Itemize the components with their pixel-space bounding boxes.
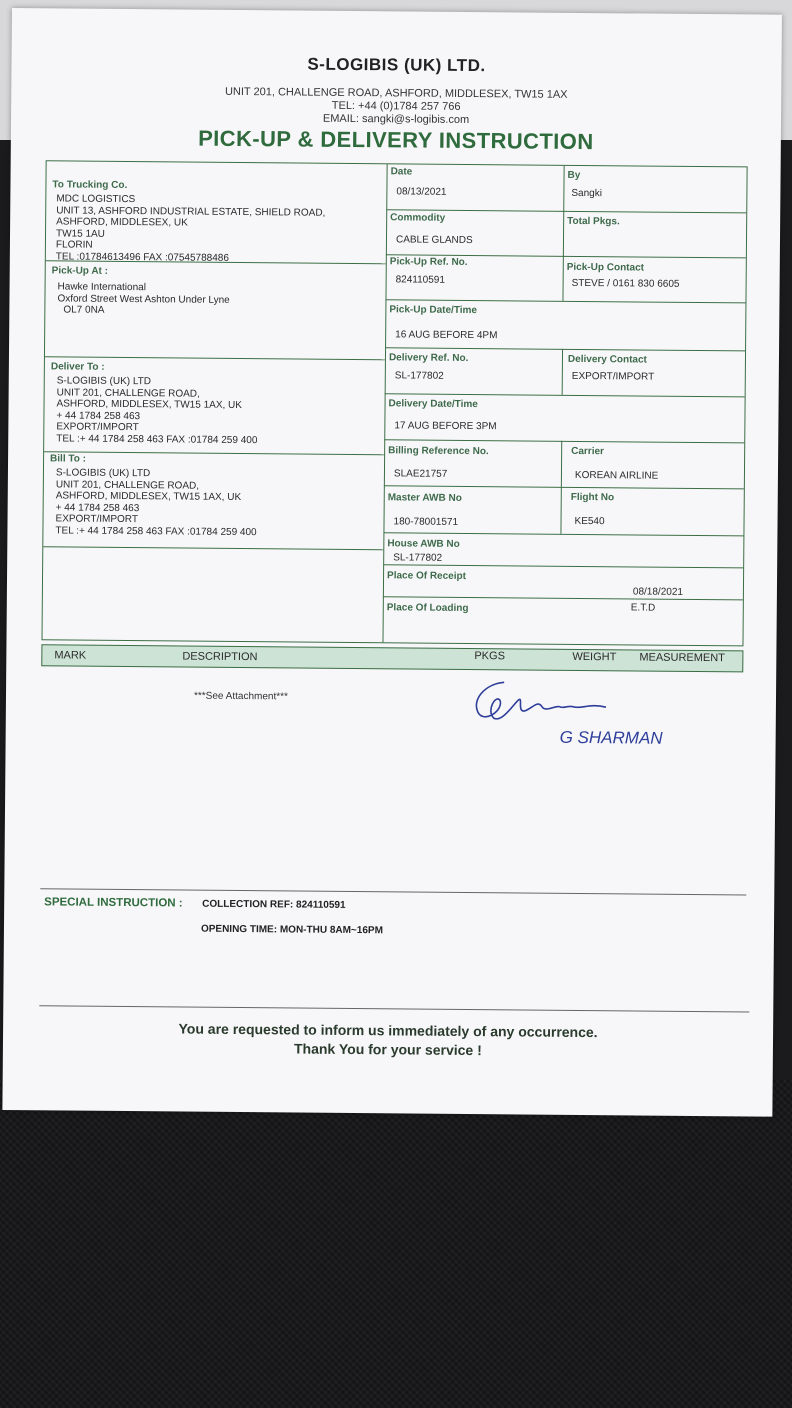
flight-no-value: KE540	[574, 515, 605, 528]
pickup-at-line: OL7 0NA	[63, 304, 105, 317]
deliver-to-line: + 44 1784 258 463	[56, 410, 141, 422]
special-instruction-label: SPECIAL INSTRUCTION :	[44, 896, 183, 910]
right-divider-8	[383, 532, 743, 536]
commodity-value: CABLE GLANDS	[395, 234, 473, 247]
delivery-contact-value: EXPORT/IMPORT	[571, 370, 655, 383]
left-divider-4	[43, 546, 383, 550]
by-value: Sangki	[571, 187, 603, 200]
by-label: By	[567, 169, 581, 181]
delivery-ref-label: Delivery Ref. No.	[388, 352, 469, 364]
pickup-at-line: Oxford Street West Ashton Under Lyne	[57, 293, 230, 306]
to-trucking-line: MDC LOGISTICS	[56, 193, 136, 206]
company-name: S-LOGIBIS (UK) LTD.	[307, 54, 486, 76]
to-trucking-line: UNIT 13, ASHFORD INDUSTRIAL ESTATE, SHIELD ROAD,	[56, 204, 326, 219]
delivery-ref-value: SL-177802	[394, 370, 444, 382]
master-awb-value: 180-78001571	[393, 516, 459, 528]
date-label: Date	[390, 166, 413, 178]
right-divider-4	[385, 347, 745, 351]
column-pkgs: PKGS	[474, 650, 505, 663]
pickup-datetime-value: 16 AUG BEFORE 4PM	[395, 329, 498, 342]
left-divider-2	[45, 356, 385, 360]
place-loading-value: E.T.D	[630, 602, 656, 614]
pickup-at-label: Pick-Up At :	[51, 265, 109, 277]
footer-line1: You are requested to inform us immediately of any occurrence.	[178, 1020, 598, 1041]
pickup-at-block	[57, 281, 230, 317]
bill-to-block	[55, 467, 257, 538]
deliver-to-line: ASHFORD, MIDDLESEX, TW15 1AX, UK	[56, 398, 243, 412]
column-mark: MARK	[54, 649, 87, 662]
deliver-to-line: UNIT 201, CHALLENGE ROAD,	[56, 386, 200, 400]
place-receipt-value: 08/18/2021	[632, 586, 684, 598]
columns-header-band	[41, 644, 743, 672]
deliver-to-line: EXPORT/IMPORT	[56, 421, 139, 434]
right-divider-9	[383, 564, 743, 568]
to-trucking-line: TW15 1AU	[55, 228, 105, 240]
house-awb-value: SL-177802	[393, 552, 443, 564]
right-divider-10	[383, 596, 743, 600]
flight-no-label: Flight No	[570, 491, 615, 504]
bill-to-line: S-LOGIBIS (UK) LTD	[55, 467, 151, 480]
delivery-datetime-value: 17 AUG BEFORE 3PM	[394, 420, 497, 433]
background-fabric	[0, 1080, 792, 1408]
to-trucking-block	[56, 193, 326, 265]
right-divider-5	[385, 393, 745, 397]
to-trucking-line: TEL :01784613496 FAX :07545788486	[55, 251, 229, 264]
to-trucking-line: FLORIN	[55, 239, 93, 252]
master-awb-label: Master AWB No	[387, 492, 462, 504]
deliver-to-line: TEL :+ 44 1784 258 463 FAX :01784 259 400	[56, 433, 258, 447]
right-subdivider-1	[562, 166, 564, 301]
column-measurement: MEASUREMENT	[639, 651, 725, 665]
document-page	[2, 8, 782, 1117]
deliver-to-line: S-LOGIBIS (UK) LTD	[56, 375, 152, 388]
pickup-ref-label: Pick-Up Ref. No.	[389, 256, 468, 268]
right-subdivider-2	[562, 349, 564, 395]
signature-name: G SHARMAN	[559, 727, 663, 748]
shipment-form-grid	[41, 160, 747, 646]
pickup-contact-value: STEVE / 0161 830 6605	[571, 277, 680, 290]
column-weight: WEIGHT	[572, 650, 617, 664]
place-loading-label: Place Of Loading	[386, 602, 469, 615]
special-instruction-line2: OPENING TIME: MON-THU 8AM~16PM	[200, 923, 383, 937]
deliver-to-label: Deliver To :	[50, 361, 105, 373]
to-trucking-label: To Trucking Co.	[52, 179, 128, 192]
billing-ref-value: SLAE21757	[393, 468, 448, 480]
left-divider-3	[44, 451, 384, 455]
special-rule-top	[40, 888, 746, 895]
right-divider-6	[384, 439, 744, 443]
bill-to-line: TEL :+ 44 1784 258 463 FAX :01784 259 400	[55, 525, 257, 539]
pickup-contact-label: Pick-Up Contact	[566, 261, 645, 274]
to-trucking-line: ASHFORD, MIDDLESEX, UK	[56, 216, 188, 229]
carrier-label: Carrier	[571, 445, 605, 458]
commodity-label: Commodity	[390, 212, 446, 224]
attachment-note: ***See Attachment***	[193, 690, 288, 703]
company-tel: TEL: +44 (0)1784 257 766	[331, 99, 461, 113]
right-divider-3	[385, 299, 745, 303]
right-divider-7	[384, 485, 744, 489]
house-awb-label: House AWB No	[387, 538, 460, 550]
special-instruction-line1: COLLECTION REF: 824110591	[202, 898, 346, 911]
carrier-value: KOREAN AIRLINE	[574, 469, 659, 482]
pickup-ref-value: 824110591	[395, 274, 446, 286]
column-description: DESCRIPTION	[182, 650, 258, 664]
signature	[463, 670, 704, 762]
company-email: EMAIL: sangki@s-logibis.com	[322, 112, 470, 126]
pickup-at-line: Hawke International	[57, 281, 147, 294]
bill-to-line: EXPORT/IMPORT	[55, 513, 139, 526]
delivery-contact-label: Delivery Contact	[567, 353, 647, 366]
deliver-to-block	[56, 375, 258, 446]
bill-to-line: + 44 1784 258 463	[55, 502, 140, 514]
date-value: 08/13/2021	[396, 186, 447, 198]
company-address: UNIT 201, CHALLENGE ROAD, ASHFORD, MIDDLESEX, TW15 1AX	[224, 85, 568, 101]
footer-rule	[39, 1005, 749, 1012]
footer-line2: Thank You for your service !	[293, 1040, 482, 1059]
billing-ref-label: Billing Reference No.	[388, 445, 489, 458]
delivery-datetime-label: Delivery Date/Time	[388, 398, 478, 411]
pickup-datetime-label: Pick-Up Date/Time	[389, 304, 478, 317]
total-pkgs-label: Total Pkgs.	[567, 215, 620, 228]
document-title: PICK-UP & DELIVERY INSTRUCTION	[198, 125, 594, 155]
place-receipt-label: Place Of Receipt	[387, 570, 467, 582]
bill-to-label: Bill To :	[50, 453, 87, 465]
bill-to-line: ASHFORD, MIDDLESEX, TW15 1AX, UK	[55, 490, 242, 504]
bill-to-line: UNIT 201, CHALLENGE ROAD,	[55, 478, 200, 492]
